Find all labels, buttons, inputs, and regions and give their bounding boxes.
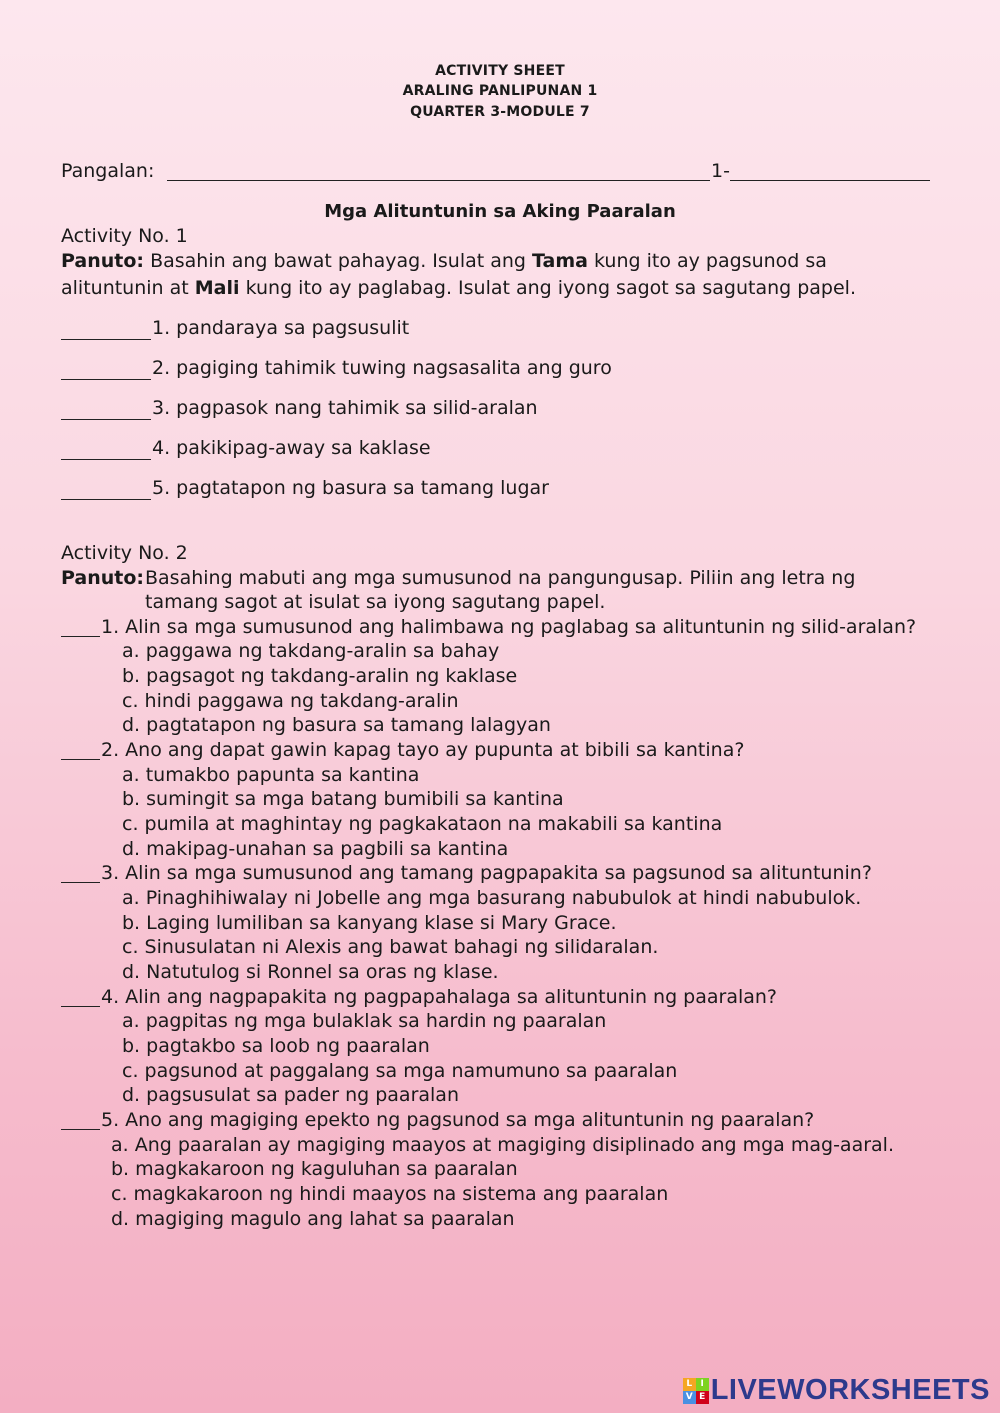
question-text: 5. Ano ang magiging epekto ng pagsunod sa mga alituntunin ng paaralan? [101,1109,815,1131]
item-text: 5. pagtatapon ng basura sa tamang lugar [152,477,549,499]
question-option: c. hindi paggawa ng takdang-aralin [122,690,459,712]
question-option: b. pagtakbo sa loob ng paaralan [122,1035,430,1057]
question-option: c. pumila at maghintay ng pagkakataon na makabili sa kantina [122,813,723,835]
liveworksheets-logo-icon: L I V E [683,1378,709,1404]
activity1-heading: Activity No. 1 [61,225,188,247]
question-option: b. sumingit sa mga batang bumibili sa kantina [122,788,564,810]
tama-keyword: Tama [532,250,588,272]
answer-blank[interactable] [61,419,151,420]
instr-text: kung ito ay pagsunod sa [587,250,827,272]
answer-blank[interactable] [61,459,151,460]
activity2-heading: Activity No. 2 [61,542,188,564]
panuto-label: Panuto: [61,250,145,272]
question-text: 2. Ano ang dapat gawin kapag tayo ay pupunta at bibili sa kantina? [101,739,745,761]
subject-heading: ARALING PANLIPUNAN 1 [402,83,598,99]
question-text: 1. Alin sa mga sumusunod ang halimbawa ng paglabag sa alituntunin ng silid-aralan? [101,616,917,638]
answer-blank[interactable] [61,882,100,883]
question-option: d. pagsusulat sa pader ng paaralan [122,1084,459,1106]
instr-text: alituntunin at [61,277,195,299]
activity2-panuto-label: Panuto: [61,567,145,589]
answer-blank[interactable] [61,339,151,340]
logo-text: LIVEWORKSHEETS [710,1374,990,1406]
question-option: b. pagsagot ng takdang-aralin ng kaklase [122,665,518,687]
item-text: 2. pagiging tahimik tuwing nagsasalita ang guro [152,357,612,379]
item-text: 3. pagpasok nang tahimik sa silid-aralan [152,397,538,419]
question-option: a. paggawa ng takdang-aralin sa bahay [122,640,500,662]
answer-blank[interactable] [61,759,100,760]
activity2-instructions-line1: Basahing mabuti ang mga sumusunod na pangungusap. Piliin ang letra ng [145,567,856,589]
activity2-instructions-line2: tamang sagot at isulat sa iyong sagutang papel. [145,591,606,613]
question-text: 3. Alin sa mga sumusunod ang tamang pagpapakita sa pagsunod sa alituntunin? [101,862,872,884]
answer-blank[interactable] [61,636,100,637]
question-option: a. tumakbo papunta sa kantina [122,764,420,786]
question-option: c. pagsunod at paggalang sa mga namumuno sa paaralan [122,1060,678,1082]
name-blank[interactable] [167,180,710,181]
item-text: 4. pakikipag-away sa kaklase [152,437,431,459]
question-option: d. pagtatapon ng basura sa tamang lalagyan [122,714,551,736]
activity1-instructions-line1 [61,250,827,272]
question-option: b. Laging lumiliban sa kanyang klase si Mary Grace. [122,912,617,934]
question-option: d. magiging magulo ang lahat sa paaralan [111,1208,515,1230]
question-option: d. Natutulog si Ronnel sa oras ng klase. [122,961,499,983]
section-label: 1- [711,160,730,182]
answer-blank[interactable] [61,1006,100,1007]
question-option: a. Pinaghihiwalay ni Jobelle ang mga basurang nabubulok at hindi nabubulok. [122,887,862,909]
section-blank[interactable] [730,180,930,181]
item-text: 1. pandaraya sa pagsusulit [152,317,410,339]
liveworksheets-logo [683,1374,990,1407]
module-heading: QUARTER 3-MODULE 7 [410,104,590,120]
answer-blank[interactable] [61,499,151,500]
answer-blank[interactable] [61,1129,100,1130]
question-option: c. Sinusulatan ni Alexis ang bawat bahagi ng silidaralan. [122,936,659,958]
question-option: b. magkakaroon ng kaguluhan sa paaralan [111,1158,518,1180]
question-option: c. magkakaroon ng hindi maayos na sistema ang paaralan [111,1183,669,1205]
instr-text: kung ito ay paglabag. Isulat ang iyong sagot sa sagutang papel. [239,277,857,299]
question-option: a. pagpitas ng mga bulaklak sa hardin ng paaralan [122,1010,607,1032]
question-option: d. makipag-unahan sa pagbili sa kantina [122,838,509,860]
answer-blank[interactable] [61,379,151,380]
activity1-instructions-line2 [61,277,856,299]
question-option: a. Ang paaralan ay magiging maayos at magiging disiplinado ang mga mag-aaral. [111,1134,894,1156]
question-text: 4. Alin ang nagpapakita ng pagpapahalaga sa alituntunin ng paaralan? [101,986,778,1008]
page-title: Mga Alituntunin sa Aking Paaralan [324,201,676,222]
name-label: Pangalan: [61,160,155,182]
mali-keyword: Mali [194,277,240,299]
instr-text: Basahin ang bawat pahayag. Isulat ang [144,250,533,272]
sheet-type-heading: ACTIVITY SHEET [435,63,565,79]
